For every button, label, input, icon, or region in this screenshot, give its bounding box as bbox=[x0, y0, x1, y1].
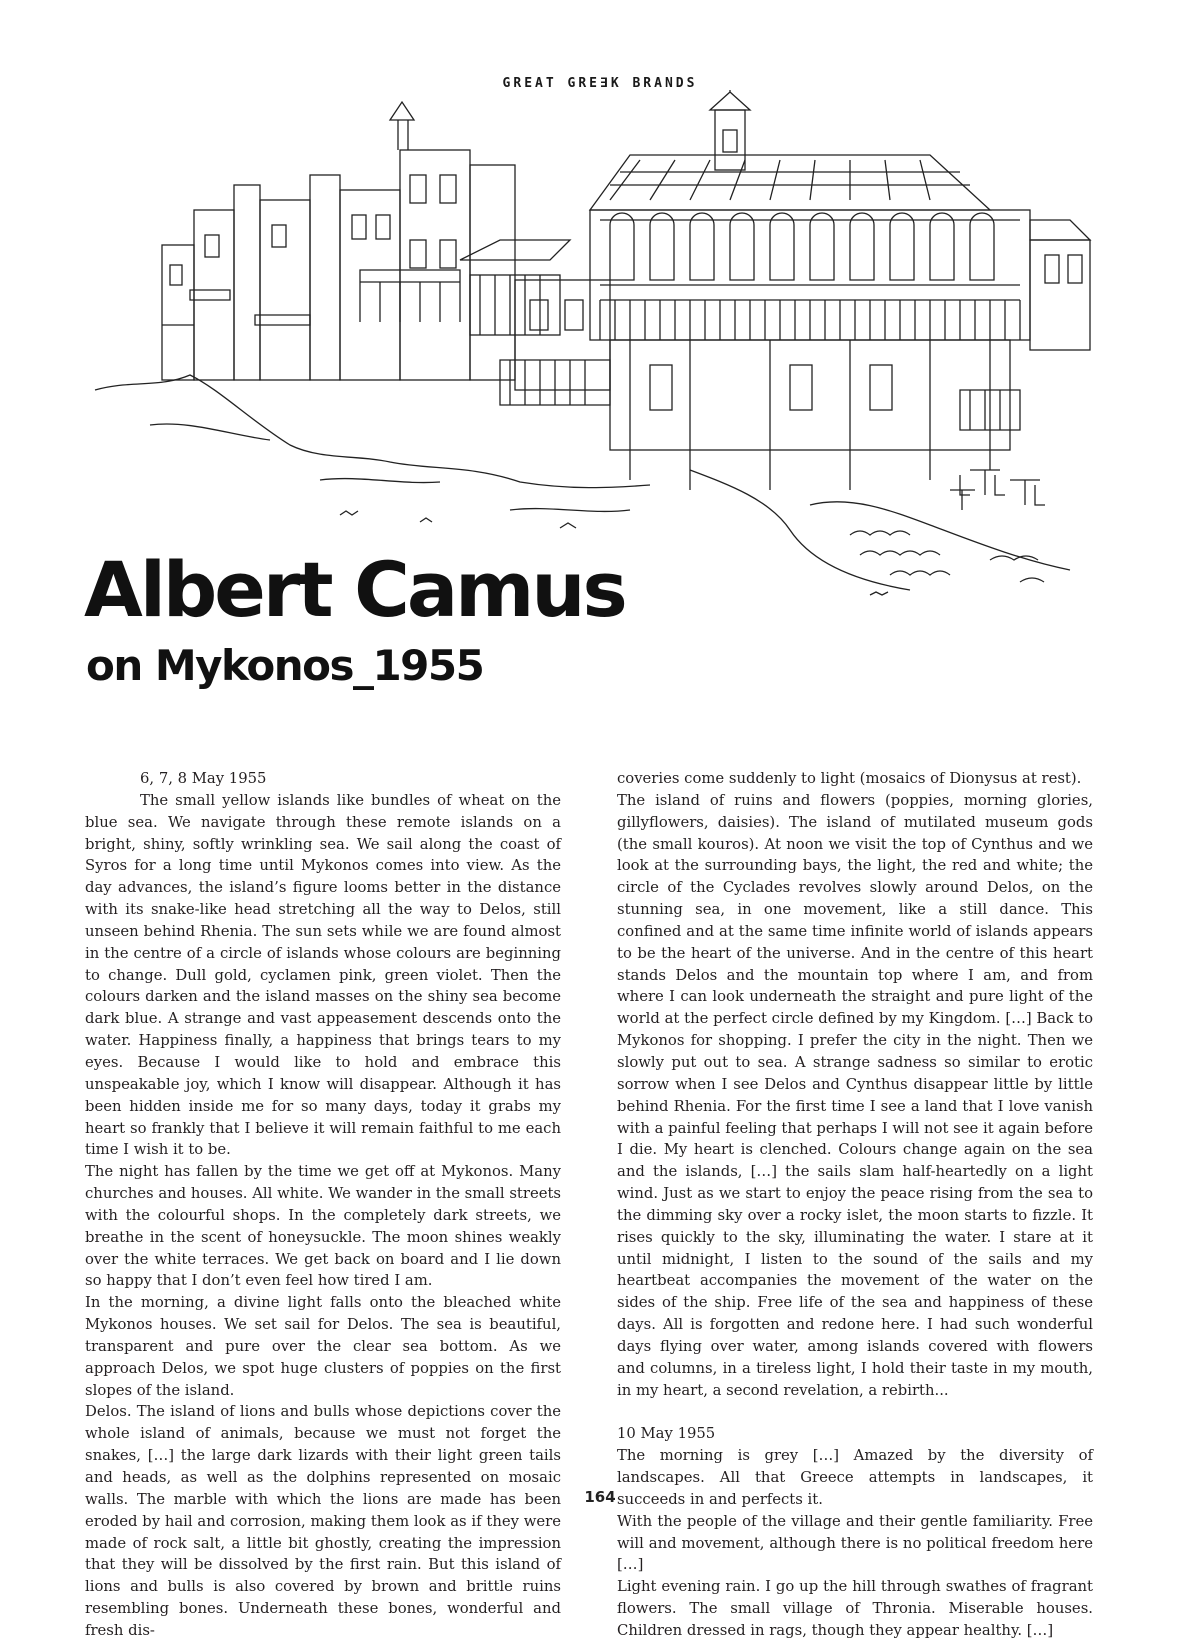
diary-date: 6, 7, 8 May 1955 bbox=[140, 770, 267, 787]
paragraph: Delos. The island of lions and bulls whose depictions cover the whole island of animals, because we must not forget the snakes, […] the large dark lizards with their light green tails and heads, as well as the dolphins represented on mosaic walls. The marble with which the lions are made has been eroded by hail and corrosion, making them look as if they were made of rock salt, a little bit ghostly, creating the impression that they will be dissolved by the first rain. But this island of lions and bulls is also covered by brown and brittle ruins resembling bones. Underneath these bones, wonderful and fresh dis- bbox=[85, 1403, 561, 1639]
article-title: Albert Camus bbox=[84, 545, 625, 634]
paragraph: With the people of the village and their gentle familiarity. Free will and movement, although there is no political freedom here […] bbox=[617, 1512, 1093, 1574]
paragraph: The small yellow islands like bundles of wheat on the blue sea. We navigate through these remote islands on a bright, shiny, softly wrinkling sea. We sail along the coast of Syros for a long time until Mykonos comes into view. As the day advances, the island’s figure looms better in the distance with its snake-like head stretching all the way to Delos, still unseen behind Rhenia. The sun sets while we are found almost in the centre of a circle of islands whose colours are beginning to change. Dull gold, cyclamen pink, green violet. Then the colours darken and the island masses on the shiny sea become dark blue. A strange and vast appeasement descends onto the water. Happiness finally, a happiness that brings tears to my eyes. Because I would like to hold and embrace this unspeakable joy, which I know will disappear. Although it has been hidden inside me for so many days, today it grabs my heart so frankly that I believe it will remain faithful to me each time I wish it to be. bbox=[85, 791, 561, 1159]
paragraph: The morning is grey […] Amazed by the diversity of landscapes. All that Greece attempts in landscapes, it succeeds in and perfects it. bbox=[617, 1447, 1093, 1508]
mykonos-little-venice-sketch-icon bbox=[90, 90, 1110, 610]
paragraph: The night has fallen by the time we get off at Mykonos. Many churches and houses. All white. We wander in the small streets with the colourful shops. In the completely dark streets, we breathe in the scent of honeysuckle. The moon shines weakly over the white terraces. We get back on board and I lie down so happy that I don’t even feel how tired I am. bbox=[85, 1163, 561, 1290]
paragraph: The island of ruins and flowers (poppies, morning glories, gillyflowers, daisies). The island of mutilated museum gods (the small kouros). At noon we visit the top of Cynthus and we look at the surrounding bays, the light, the red and white; the circle of the Cyclades revolves slowly around Delos, on the stunning sea, in one movement, like a still dance. This confined and at the same time infinite world of islands appears to be the heart of the universe. And in the centre of this heart stands Delos and the mountain top where I am, and from where I can look underneath the straight and pure light of the world at the perfect circle defined by my Kingdom. […] Back to Mykonos for shopping. I prefer the city in the night. Then we slowly put out to sea. A strange sadness so similar to erotic sorrow when I see Delos and Cynthus disappear little by little behind Rhenia. For the first time I see a land that I love vanish with a painful feeling that perhaps I will not see it again before I die. My heart is clenched. Colours change again on the sea and the islands, […] the sails slam half-heartedly on a light wind. Just as we start to enjoy the peace rising from the sea to the dimming sky over a rocky islet, the moon starts to fizzle. It rises quickly to the sky, illuminating the water. I stare at it until midnight, I listen to the sound of the sails and my heartbeat accompanies the movement of the water on the sides of the ship. Free life of the sea and happiness of these days. All is forgotten and redone here. I had such wonderful days flying over water, among islands covered with flowers and columns, in a tireless light, I hold their taste in my mouth, in my heart, a second revelation, a rebirth... bbox=[617, 791, 1093, 1399]
paragraph: coveries come suddenly to light (mosaics of Dionysus at rest). bbox=[617, 770, 1082, 787]
page-number: 164 bbox=[584, 1488, 616, 1506]
paragraph: In the morning, a divine light falls onto the bleached white Mykonos houses. We set sail for Delos. The sea is beautiful, transparent and pure over the clear sea bottom. As we approach Delos, we spot huge clusters of poppies on the first slopes of the island. bbox=[85, 1294, 561, 1399]
left-column bbox=[85, 768, 561, 1642]
diary-date: 10 May 1955 bbox=[617, 1425, 716, 1443]
article-subtitle: on Mykonos_1955 bbox=[86, 641, 484, 690]
running-header: GREAT GRE∃K BRANDS bbox=[502, 76, 698, 91]
paragraph: Light evening rain. I go up the hill through swathes of fragrant flowers. The small village of Thronia. Miserable houses. Children dressed in rags, though they appear healthy. […] bbox=[617, 1578, 1093, 1639]
right-column bbox=[617, 768, 1093, 1642]
